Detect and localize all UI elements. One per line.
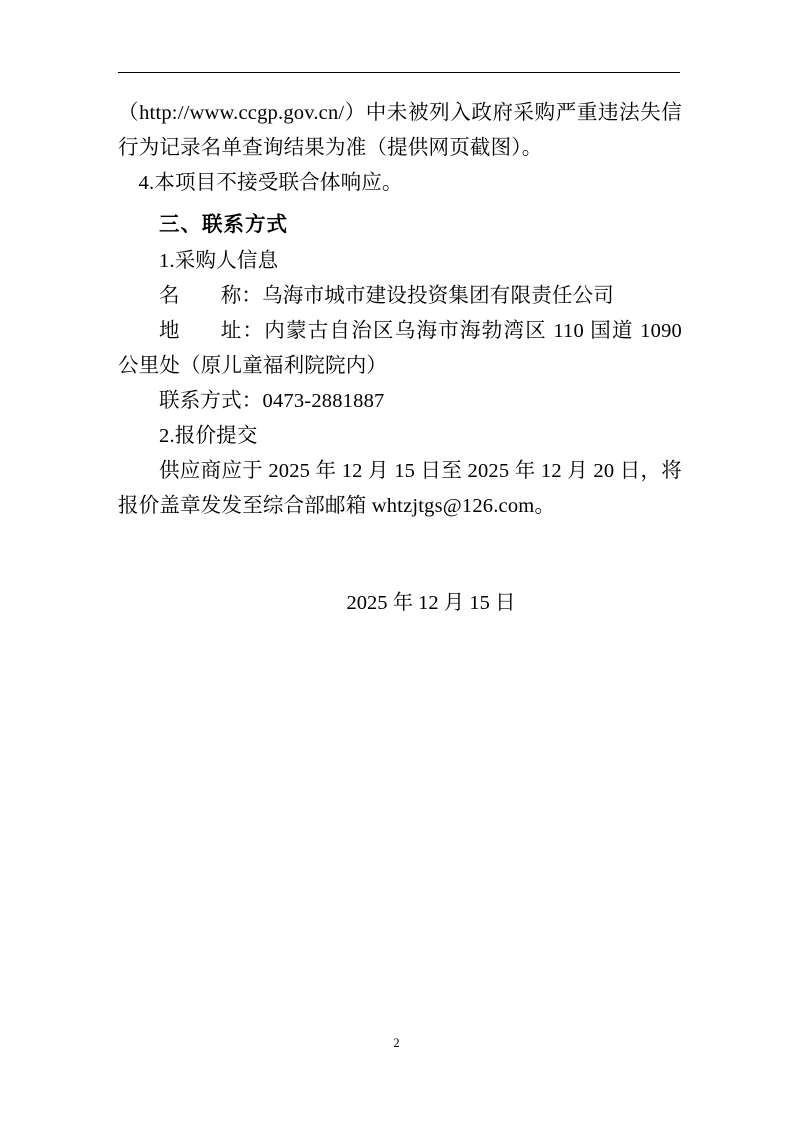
document-body bbox=[118, 96, 682, 524]
field-organization-name bbox=[118, 279, 682, 314]
page-number: 2 bbox=[393, 1036, 400, 1050]
document-date bbox=[118, 586, 682, 621]
paragraph-website-note: （http://www.ccgp.gov.cn/）中未被列入政府采购严重违法失信行为记录名单查询结果为准（提供网页截图）。 bbox=[118, 102, 682, 159]
header-divider-line bbox=[118, 72, 680, 73]
field-address bbox=[118, 314, 682, 384]
value-contact-phone: 0473-2881887 bbox=[262, 390, 385, 412]
document-date-text: 2025 年 12 月 15 日 bbox=[346, 592, 516, 614]
paragraph-submission-detail: 供应商应于 2025 年 12 月 15 日至 2025 年 12 月 20 日，将报价盖章发发至综合部邮箱 whtzjtgs@126.com。 bbox=[118, 460, 682, 517]
paragraph-purchaser-info: 1.采购人信息 bbox=[159, 250, 279, 272]
label-contact-phone: 联系方式： bbox=[159, 390, 263, 412]
label-organization-name-suffix: 称： bbox=[220, 285, 263, 307]
paragraph-quotation-submission: 2.报价提交 bbox=[159, 425, 258, 447]
section-heading-contact: 三、联系方式 bbox=[159, 213, 288, 236]
paragraph-no-consortium: 4.本项目不接受联合体响应。 bbox=[138, 172, 403, 194]
value-address: 内蒙古自治区乌海市海勃湾区 110 国道 1090 公里处（原儿童福利院院内） bbox=[118, 320, 682, 377]
label-organization-name: 名 bbox=[159, 285, 180, 307]
label-address: 地 bbox=[159, 320, 181, 342]
value-organization-name: 乌海市城市建设投资集团有限责任公司 bbox=[262, 285, 615, 307]
field-contact-phone bbox=[118, 384, 682, 419]
label-address-suffix: 址： bbox=[219, 320, 265, 342]
